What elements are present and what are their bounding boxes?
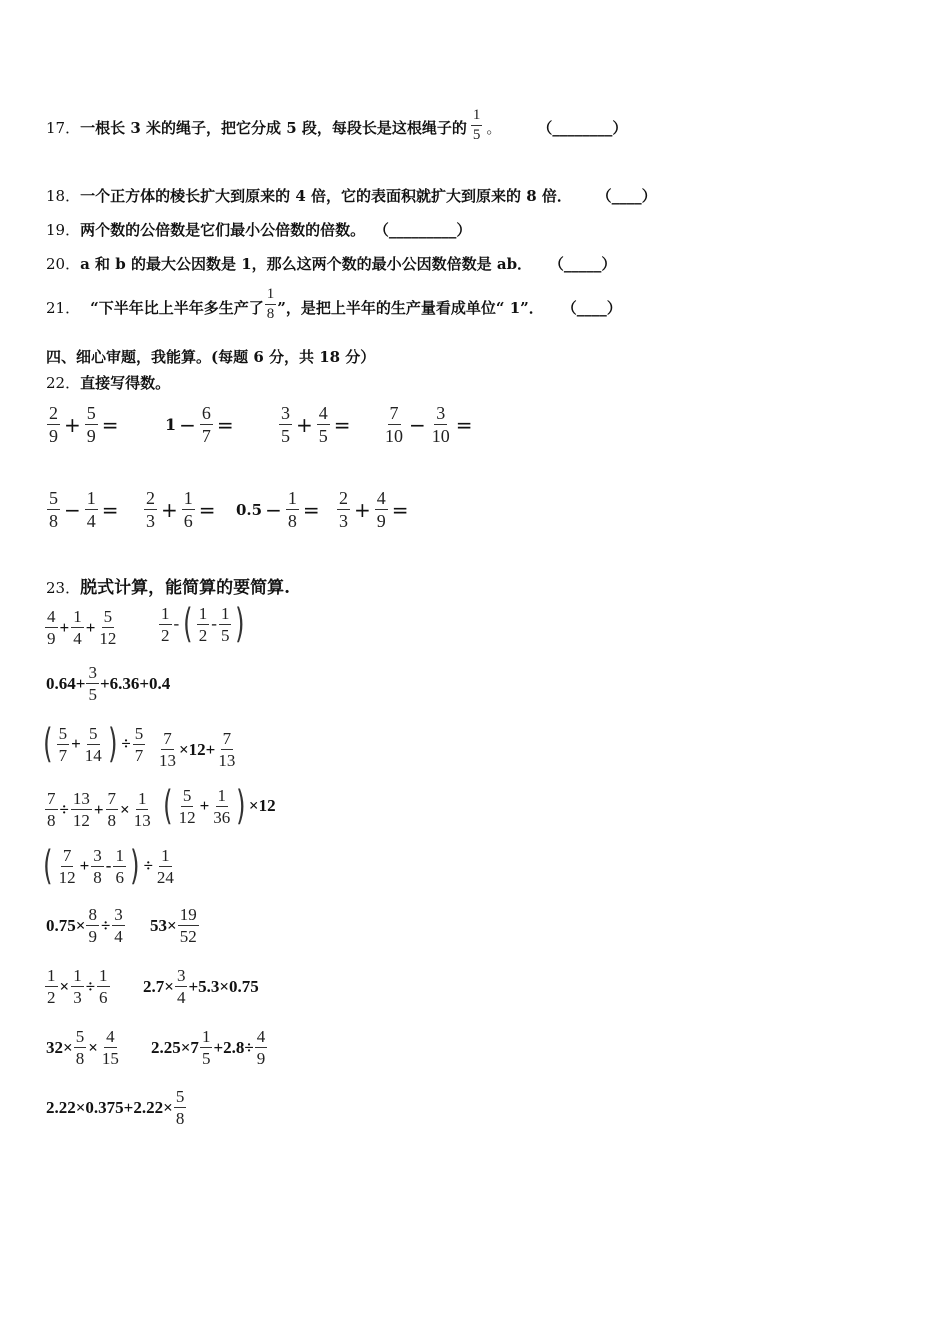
numerator: 5 [89, 723, 98, 743]
fraction [86, 664, 99, 703]
numerator: 2 [49, 403, 58, 423]
fraction [178, 906, 199, 945]
numerator: 3 [436, 403, 446, 423]
oral-expression-3 [278, 404, 354, 445]
operator: + [161, 497, 178, 522]
calc-expression-6 [44, 790, 154, 829]
denominator: 8 [287, 511, 297, 531]
fraction [106, 790, 119, 829]
numerator: 7 [222, 729, 232, 748]
operator: = [101, 497, 119, 522]
fraction [144, 489, 157, 530]
expression-term: 2.22×0.375+2.22× [46, 1097, 173, 1117]
fraction [375, 489, 388, 530]
question-22 [46, 373, 170, 393]
question-21 [46, 284, 622, 332]
numerator: 6 [201, 403, 211, 423]
fraction [157, 730, 178, 769]
oral-expression-5 [46, 489, 122, 530]
denominator: 2 [198, 625, 208, 645]
fraction [133, 725, 146, 764]
fraction [47, 404, 60, 445]
denominator: 2 [161, 625, 170, 645]
question-number: 20． [46, 255, 81, 273]
numerator: 8 [88, 905, 97, 924]
fraction [100, 1028, 121, 1067]
numerator: 1 [99, 966, 108, 985]
denominator: 8 [75, 1049, 85, 1068]
calc-expression-14 [151, 1028, 268, 1067]
denominator: 4 [86, 511, 96, 531]
denominator: 52 [179, 927, 197, 946]
denominator: 9 [376, 511, 386, 531]
calc-expression-15 [46, 1088, 187, 1127]
question-18 [46, 186, 657, 206]
fraction [211, 787, 232, 826]
numerator: 7 [107, 789, 117, 808]
fraction [85, 404, 98, 445]
fraction [91, 847, 104, 886]
question-text-tail: 。 [486, 119, 502, 137]
operator: × [88, 1037, 98, 1057]
operator: + [64, 412, 81, 437]
numerator: 4 [318, 403, 328, 423]
operator: = [101, 412, 119, 437]
parenthesis: ( [183, 601, 193, 647]
operator: − [265, 497, 282, 522]
operator: = [391, 497, 409, 522]
numerator: 5 [175, 1087, 185, 1106]
denominator: 7 [58, 745, 68, 765]
operator: + [85, 617, 96, 637]
fraction [85, 489, 98, 530]
question-text: a 和 b 的最大公因数是 1，那么这两个数的最小公因数倍数是 ab． [80, 255, 533, 273]
denominator: 10 [431, 426, 450, 446]
numerator: 3 [176, 966, 186, 985]
operator: − [409, 412, 426, 437]
denominator: 6 [183, 511, 193, 531]
fraction [57, 725, 70, 764]
denominator: 6 [99, 988, 108, 1007]
fraction [177, 787, 198, 826]
numerator: 1 [115, 845, 124, 865]
denominator: 5 [281, 426, 290, 446]
fraction [255, 1028, 268, 1067]
fraction [86, 906, 99, 945]
expression-term: 2.25×7 [151, 1037, 199, 1057]
calc-expression-7 [160, 783, 276, 829]
operator: ÷ [59, 799, 69, 819]
parenthesis: ) [130, 843, 140, 889]
calc-expression-3 [46, 664, 170, 703]
question-text-tail: ”，是把上半年的生产量看成单位“ 1”． [277, 299, 544, 317]
operator: + [199, 796, 210, 815]
operator: + [59, 617, 70, 637]
denominator: 9 [88, 927, 97, 946]
numerator: 1 [471, 108, 483, 126]
fraction [471, 108, 483, 143]
fraction [71, 967, 84, 1006]
fraction [200, 1028, 213, 1067]
denominator: 14 [84, 745, 102, 765]
numerator: 19 [179, 905, 197, 924]
fraction [216, 730, 237, 769]
numerator: 1 [287, 488, 297, 508]
oral-expression-4 [382, 404, 476, 445]
fraction [182, 489, 195, 530]
denominator: 3 [73, 988, 82, 1007]
oral-expression-2: 1 − $\frac{6}{7}$ = [165, 403, 234, 446]
fraction [383, 404, 405, 445]
denominator: 13 [133, 811, 151, 830]
numerator: 4 [256, 1027, 266, 1046]
calc-expression-8 [40, 843, 177, 889]
operator: ÷ [143, 856, 153, 875]
denominator: 13 [159, 751, 176, 770]
numerator: 2 [146, 488, 155, 508]
numerator: 5 [75, 1027, 85, 1046]
question-number: 17． [46, 119, 81, 137]
calc-expression-4 [40, 721, 146, 767]
denominator: 4 [176, 988, 186, 1007]
denominator: 15 [101, 1049, 119, 1068]
operator: + [71, 734, 81, 753]
numerator: 7 [62, 845, 72, 865]
operator: = [455, 412, 473, 437]
operator: + [296, 412, 313, 437]
operator: ÷ [85, 976, 96, 996]
denominator: 9 [49, 426, 58, 446]
denominator: 7 [201, 426, 211, 446]
operator: = [198, 497, 216, 522]
parenthesis: ( [43, 843, 53, 889]
numerator: 1 [198, 603, 208, 623]
denominator: 5 [318, 426, 328, 446]
numerator: 4 [376, 488, 386, 508]
calc-expression-11 [44, 967, 111, 1006]
question-number: 22． [46, 374, 81, 392]
expression-term: 53× [150, 915, 177, 935]
question-title: 直接写得数。 [80, 374, 171, 392]
oral-expression-6 [143, 489, 219, 530]
denominator: 5 [201, 1049, 211, 1068]
fraction [97, 608, 118, 647]
oral-expression-1 [46, 404, 122, 445]
question-text: 一个正方体的棱长扩大到原来的 4 倍，它的表面积就扩大到原来的 8 倍． [80, 187, 572, 205]
denominator: 7 [134, 745, 144, 765]
denominator: 12 [178, 807, 196, 827]
denominator: 8 [107, 811, 117, 830]
numerator: 3 [88, 663, 97, 682]
numerator: 7 [163, 729, 172, 748]
fraction [71, 608, 84, 647]
fraction [71, 790, 92, 829]
fraction [132, 790, 153, 829]
denominator: 13 [218, 751, 236, 770]
calc-expression-9 [46, 906, 126, 945]
denominator: 8 [47, 811, 56, 830]
calc-expression-5 [156, 730, 238, 769]
fraction [197, 605, 210, 644]
fraction [57, 847, 78, 886]
question-text: 一根长 3 米的绳子，把它分成 5 段，每段长是这根绳子的 [80, 119, 467, 137]
denominator: 4 [73, 629, 82, 648]
expression-term: 0.64+ [46, 673, 86, 693]
operator: = [302, 497, 320, 522]
numerator: 1 [161, 845, 170, 865]
expression-term: +5.3×0.75 [188, 976, 259, 996]
question-17 [46, 103, 627, 153]
denominator: 3 [146, 511, 155, 531]
numerator: 1 [201, 1027, 211, 1046]
numerator: 5 [86, 403, 96, 423]
question-text: 两个数的公倍数是它们最小公倍数的倍数。 [80, 221, 366, 239]
fraction [155, 847, 176, 886]
fraction [337, 489, 350, 530]
calc-expression-1 [44, 608, 119, 647]
fraction [97, 967, 110, 1006]
denominator: 24 [156, 867, 174, 887]
denominator: 9 [256, 1049, 266, 1068]
operator: + [354, 497, 371, 522]
denominator: 5 [220, 625, 230, 645]
numerator: 3 [114, 905, 123, 924]
fraction [113, 847, 126, 886]
numerator: 1 [73, 607, 82, 626]
numerator: 5 [134, 723, 144, 743]
calc-expression-12 [143, 967, 259, 1006]
denominator: 6 [115, 867, 124, 887]
fraction [112, 906, 125, 945]
fraction [159, 605, 172, 644]
denominator: 5 [88, 685, 97, 704]
numerator: 5 [103, 607, 113, 626]
denominator: 12 [72, 811, 90, 830]
question-number: 19． [46, 221, 81, 239]
fraction [265, 287, 277, 322]
oral-expression-8 [336, 489, 412, 530]
numerator: 1 [73, 966, 82, 985]
answer-blank[interactable]: （____） [561, 299, 622, 317]
operator: - [211, 614, 217, 633]
numerator: 1 [220, 603, 230, 623]
fraction [74, 1028, 87, 1067]
expression-term: ×12+ [179, 739, 216, 759]
numerator: 2 [339, 488, 348, 508]
calc-expression-13 [46, 1028, 122, 1067]
denominator: 10 [385, 426, 403, 446]
numerator: 1 [161, 603, 170, 623]
operator: + [79, 856, 90, 875]
denominator: 12 [99, 629, 117, 648]
question-title: 脱式计算，能简算的要简算. [80, 578, 291, 598]
fraction [47, 489, 60, 530]
question-number: 23． [46, 579, 81, 597]
operator: = [333, 412, 351, 437]
operator: - [105, 856, 112, 875]
answer-blank[interactable]: （____） [596, 187, 657, 205]
denominator: 8 [49, 511, 58, 531]
parenthesis: ( [43, 721, 53, 767]
denominator: 9 [86, 426, 96, 446]
fraction [45, 967, 58, 1006]
calc-expression-10 [150, 906, 200, 945]
answer-blank[interactable]: （_____） [548, 255, 617, 273]
section-heading: 四、细心审题，我能算。(每题 6 分，共 18 分） [46, 348, 376, 366]
expression-term: 32× [46, 1037, 73, 1057]
expression-term: ×12 [248, 796, 276, 815]
fraction [200, 404, 213, 445]
expression-term: +6.36+0.4 [99, 673, 171, 693]
question-number: 21． [46, 299, 81, 317]
parenthesis: ) [236, 783, 246, 829]
numerator: 5 [182, 785, 192, 805]
operator: − [64, 497, 81, 522]
question-text: “下半年比上半年多生产了 [90, 299, 264, 317]
parenthesis: ( [163, 783, 173, 829]
numerator: 1 [47, 966, 56, 985]
question-20 [46, 254, 616, 274]
numerator: 13 [72, 789, 90, 808]
denominator: 8 [266, 305, 275, 322]
fraction [83, 725, 104, 764]
question-23 [46, 573, 290, 598]
numerator: 4 [47, 607, 56, 626]
fraction [45, 790, 58, 829]
oral-expression-7: 0.5 − $\frac{1}{8}$ = [236, 488, 320, 531]
calc-expression-2 [158, 601, 248, 647]
denominator: 9 [47, 629, 56, 648]
denominator: 36 [213, 807, 231, 827]
fraction [279, 404, 292, 445]
numerator: 1 [86, 488, 96, 508]
numerator: 5 [49, 488, 58, 508]
denominator: 8 [175, 1109, 185, 1128]
fraction [286, 489, 299, 530]
numerator: 1 [183, 488, 193, 508]
question-number: 18． [46, 187, 81, 205]
numerator: 1 [217, 785, 227, 805]
fraction [317, 404, 330, 445]
fraction [430, 404, 452, 445]
fraction [45, 608, 58, 647]
operator: − [179, 412, 196, 437]
numerator: 1 [137, 789, 147, 808]
operator: ÷ [121, 734, 131, 753]
operator: × [120, 799, 130, 819]
parenthesis: ) [235, 601, 245, 647]
expression-term: +2.8÷ [213, 1037, 254, 1057]
fraction [174, 1088, 187, 1127]
numerator: 3 [93, 845, 102, 865]
denominator: 3 [339, 511, 348, 531]
numerator: 7 [47, 789, 56, 808]
denominator: 5 [472, 126, 481, 143]
numerator: 3 [281, 403, 290, 423]
operator: + [93, 799, 104, 819]
answer-blank[interactable]: （_________） [373, 221, 472, 239]
denominator: 2 [47, 988, 56, 1007]
denominator: 8 [93, 867, 102, 887]
denominator: 4 [114, 927, 123, 946]
operator: = [216, 412, 234, 437]
operator: × [59, 976, 70, 996]
denominator: 12 [58, 867, 76, 887]
question-19 [46, 220, 471, 240]
numerator: 4 [106, 1027, 115, 1046]
parenthesis: ) [107, 721, 118, 767]
answer-blank[interactable]: （________） [537, 119, 628, 137]
expression-term: 0.75× [46, 915, 86, 935]
fraction [175, 967, 188, 1006]
numerator: 1 [265, 287, 277, 305]
operator: - [173, 614, 180, 633]
fraction [219, 605, 232, 644]
numerator: 5 [58, 723, 68, 743]
expression-term: 2.7× [143, 976, 174, 996]
operator: ÷ [100, 915, 111, 935]
numerator: 7 [389, 403, 399, 423]
